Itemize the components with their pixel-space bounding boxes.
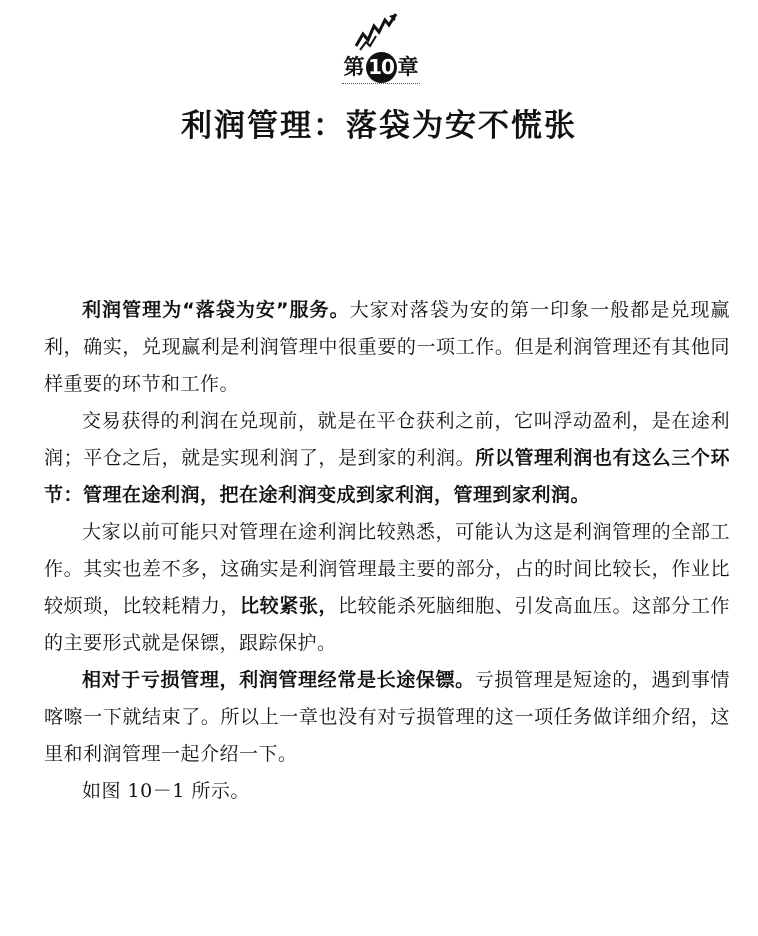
figure-reference: 如图 10－1 所示。 <box>82 780 250 802</box>
chapter-number: 10 <box>366 52 397 83</box>
body-text-span: 交易获得的利润在兑现前，就是在平仓获利之前，它叫浮动盈利，是在途利润；平仓之后，就是实现利润了，是到家的利润。 <box>44 410 730 469</box>
paragraph <box>44 662 730 773</box>
chapter-number-row <box>336 50 426 84</box>
body-text-span: 大家对落袋为安的第一印象一般都是兑现赢利，确实，兑现赢利是利润管理中很重要的一项工作。但是利润管理还有其他同样重要的环节和工作。 <box>44 299 730 395</box>
bold-text: 相对于亏损管理，利润管理经常是长途保镖。 <box>82 669 475 691</box>
body-text <box>44 292 730 810</box>
paragraph <box>44 292 730 403</box>
body-text-span: 亏损管理是短途的，遇到事情喀嚓一下就结束了。所以上一章也没有对亏损管理的这一项任务做详细介绍，这里和利润管理一起介绍一下。 <box>44 669 730 765</box>
bold-text: 利润管理为“落袋为安”服务。 <box>82 299 350 321</box>
chapter-title: 利润管理：落袋为安不慌张 <box>181 108 577 144</box>
chapter-prefix: 第 <box>343 54 365 79</box>
badge-divider <box>342 83 420 84</box>
paragraph <box>44 403 730 514</box>
paragraph <box>44 514 730 662</box>
body-text-span: 大家以前可能只对管理在途利润比较熟悉，可能认为这是利润管理的全部工作。其实也差不多，这确实是利润管理最主要的部分，占的时间比较长，作业比较烦琐，比较耗精力， <box>44 521 730 617</box>
chapter-suffix: 章 <box>397 54 419 79</box>
paragraph <box>44 773 730 810</box>
body-text-span: 比较能杀死脑细胞、引发高血压。这部分工作的主要形式就是保镖，跟踪保护。 <box>44 595 730 654</box>
bold-text: 所以管理利润也有这么三个环节：管理在途利润，把在途利润变成到家利润，管理到家利润。 <box>44 447 730 506</box>
rising-chart-icon <box>354 12 400 52</box>
chapter-badge <box>336 12 426 84</box>
bold-text: 比较紧张， <box>240 595 339 617</box>
